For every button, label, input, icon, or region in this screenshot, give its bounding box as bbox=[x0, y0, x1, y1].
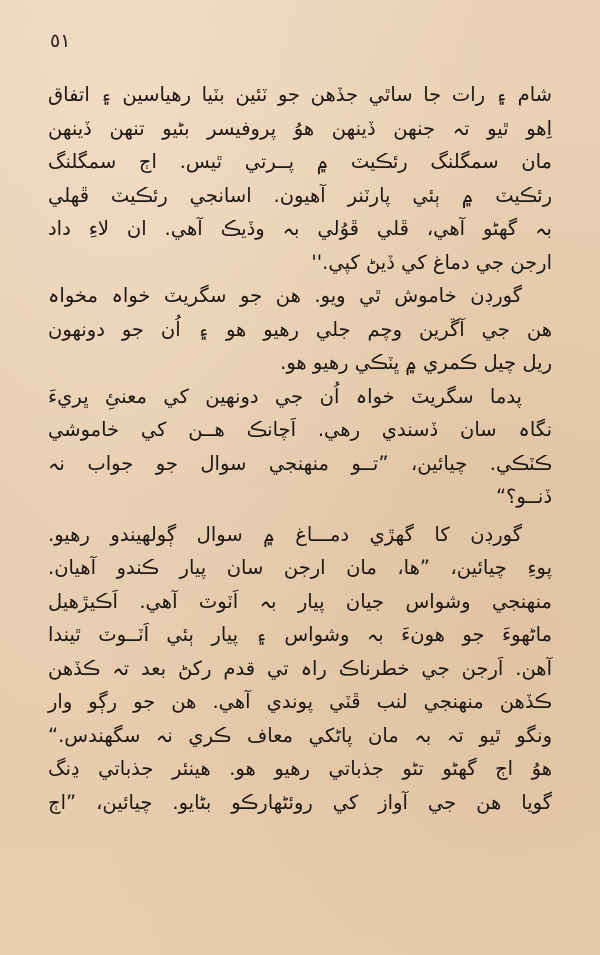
text-line: بہ گهڻو آهي، ڦلي ڦوُلي بہ وڏيڪ آهي. ان لاءِ داد bbox=[48, 217, 552, 240]
text-line: اِهو ٿيو تہ جنهن ڏينهن هوُ پروفيسر بڻيو تنهن ڏينهن bbox=[48, 116, 552, 140]
text-line: پوءِ چيائين، ”ها، مان ارجن سان پيار ڪندو آهيان. bbox=[48, 556, 552, 579]
text-line: پدما سگريٽ خواہ اُن جي دونهين کي معنئِ ڀريءَ bbox=[48, 384, 522, 408]
text-line: مان سمگلنگ رئڪيٽ ۾ پــرتي ٿيس. اڄ سمگلنگ bbox=[48, 150, 552, 173]
paragraph-2 bbox=[48, 279, 552, 380]
paragraph-1 bbox=[48, 78, 552, 279]
text-line: منهنجي وشواس جيان پيار بہ اَٽوٽ آهي. اَڪيڙهيل bbox=[48, 589, 552, 613]
body-text bbox=[48, 78, 552, 819]
text-line: گويا هن جي آواز کي روئڻهارڪو بڻايو. چيائين، ”اڄ bbox=[48, 790, 552, 814]
text-line: ارجن جي دماغ کي ڏيڻ کپي.'' bbox=[311, 250, 552, 274]
paragraph-4 bbox=[48, 518, 552, 820]
text-line: ريل چيل ڪمري ۾ ڀٽڪي رهيو هو. bbox=[280, 351, 552, 374]
text-line: ڏنــو؟“ bbox=[495, 485, 552, 508]
paragraph-3 bbox=[48, 380, 552, 514]
text-line: نگاہ سان ڏسندي رهي. اَچانڪ هــن کي خاموشي bbox=[48, 418, 552, 441]
text-line: ڪڏهن منهنجي لنب ڦٽي پوندي آهي. هن جو رڳو وار bbox=[48, 690, 552, 713]
text-line: گورڊن کا گهڙي دمـــاغ ۾ سوال ڳولهيندو رهيو. bbox=[48, 522, 522, 546]
text-line: هوُ اڄ گهڻو تڻو جذباتي رهيو هو. هينئر جذباتي ڍنگ bbox=[48, 757, 552, 780]
text-line: ماڻهوءَ جو هونءَ بہ وشواس ۽ پيار ٻئي اَٽــوٽ ٿيندا bbox=[48, 623, 552, 646]
text-line: شام ۽ رات جا ساٿي جڏهن جو ٽئين بٽيا رهياسين ۽ اتفاق bbox=[48, 83, 552, 106]
text-line: ڪٽڪي. چيائين، ”تــو منهنجي سوال جو جواب نہ bbox=[48, 451, 552, 475]
text-line: رئڪيٽ ۾ ٻئي پارٽنر آهيون. اسانجي رئڪيٽ ڦهلي bbox=[48, 183, 552, 207]
text-line: هن جي آڱرين وچم جلي رهيو هو ۽ اُن جو دونهون bbox=[48, 317, 552, 341]
page-number: ٥١ bbox=[50, 30, 71, 52]
text-line: ونگو ٿيو تہ بہ مان پاڻکي معاف ڪري نہ سگهندس.“ bbox=[48, 723, 552, 747]
text-line: گورڊن خاموش ٿي ويو. هن جو سگريٽ خواہ مخواہ bbox=[48, 284, 522, 307]
text-line: آهن. اَرجن جي خطرناڪ راہ تي قدم رکڻ بعد تہ ڪڏهن bbox=[48, 656, 552, 680]
